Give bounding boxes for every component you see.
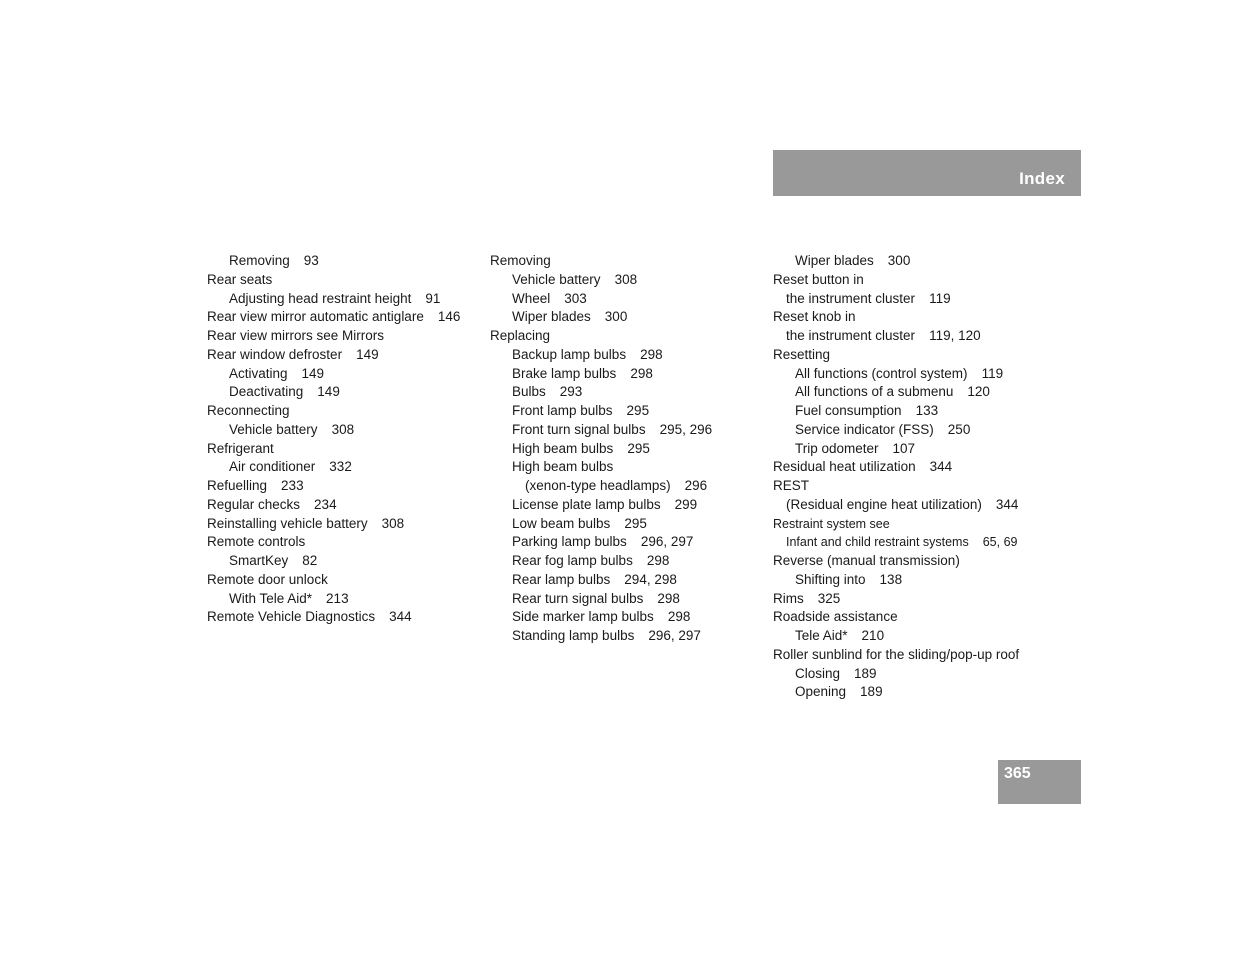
index-term: Rear view mirrors see Mirrors <box>207 328 385 343</box>
index-term: All functions (control system) <box>795 365 968 381</box>
index-page-ref[interactable]: 295, 296 <box>659 421 713 437</box>
index-page-ref[interactable]: 344 <box>929 459 953 475</box>
index-page-ref[interactable]: 189 <box>854 665 877 681</box>
index-term: Resetting <box>773 346 831 362</box>
index-entry <box>773 477 1043 496</box>
index-entry <box>207 290 477 309</box>
index-entry <box>490 290 760 309</box>
index-term: Air conditioner <box>229 459 316 475</box>
index-term: Service indicator (FSS) <box>795 421 934 437</box>
index-entry <box>773 365 1043 384</box>
index-page-ref[interactable]: 298 <box>657 590 680 606</box>
index-term: Rear seats <box>207 271 273 287</box>
index-term: High beam bulbs <box>512 459 614 475</box>
index-page-ref[interactable]: 293 <box>559 384 583 400</box>
index-page-ref[interactable]: 146 <box>437 309 461 325</box>
index-page-ref[interactable]: 308 <box>614 271 638 287</box>
index-term: Parking lamp bulbs <box>512 534 627 550</box>
index-entry <box>207 271 477 290</box>
index-term: the instrument cluster <box>786 328 916 343</box>
index-page-ref[interactable]: 133 <box>915 403 939 418</box>
index-term: Wiper blades <box>795 253 874 268</box>
index-term: Reinstalling vehicle battery <box>207 515 368 531</box>
index-term: Reset button in <box>773 271 864 287</box>
index-entry <box>773 346 1043 365</box>
index-column-3 <box>773 252 1043 702</box>
index-entry <box>773 533 1043 552</box>
index-page-ref[interactable]: 233 <box>281 478 304 493</box>
index-term: Standing lamp bulbs <box>512 628 635 643</box>
index-entry <box>490 515 760 534</box>
index-term: Remote Vehicle Diagnostics <box>207 609 376 625</box>
index-page-ref[interactable]: 107 <box>892 440 916 456</box>
index-term: Refuelling <box>207 478 268 493</box>
index-term: Adjusting head restraint height <box>229 290 412 306</box>
index-entry <box>207 308 477 327</box>
index-page-ref[interactable]: 119 <box>981 365 1004 381</box>
index-entry <box>773 327 1043 346</box>
index-term: Low beam bulbs <box>512 515 611 531</box>
index-term: Vehicle battery <box>229 421 318 437</box>
index-entry <box>207 365 477 384</box>
index-entry <box>773 552 1043 571</box>
index-entry <box>207 440 477 459</box>
index-entry <box>490 458 760 477</box>
index-entry <box>773 590 1043 609</box>
index-term: With Tele Aid* <box>229 590 313 606</box>
index-page-ref[interactable]: 65, 69 <box>982 535 1018 550</box>
index-entry <box>773 440 1043 459</box>
index-page-ref[interactable]: 119 <box>929 290 951 306</box>
index-term: Opening <box>795 684 847 700</box>
index-term: Roller sunblind for the sliding/pop-up roof <box>773 646 1020 662</box>
index-entry <box>207 608 477 627</box>
index-term: Rear fog lamp bulbs <box>512 553 633 568</box>
index-entry <box>490 421 760 440</box>
index-term: Side marker lamp bulbs <box>512 609 654 625</box>
index-term: Rims <box>773 590 804 606</box>
index-page-ref[interactable]: 300 <box>887 253 911 268</box>
index-term: Brake lamp bulbs <box>512 365 617 381</box>
index-term: Rear turn signal bulbs <box>512 590 644 606</box>
index-entry <box>207 252 477 271</box>
index-column-2 <box>490 252 760 646</box>
index-term: Front turn signal bulbs <box>512 421 646 437</box>
index-entry <box>207 346 477 365</box>
index-term: Removing <box>229 253 290 268</box>
index-entry <box>773 571 1043 590</box>
index-entry <box>207 552 477 571</box>
index-term: Wheel <box>512 290 551 306</box>
index-term: License plate lamp bulbs <box>512 496 661 512</box>
index-term: Refrigerant <box>207 440 274 456</box>
index-term: Trip odometer <box>795 440 879 456</box>
index-entry <box>773 421 1043 440</box>
index-term: the instrument cluster <box>786 290 916 306</box>
index-entry <box>490 533 760 552</box>
index-entry <box>490 477 760 496</box>
index-entry <box>773 252 1043 271</box>
index-entry <box>490 496 760 515</box>
index-term: Closing <box>795 665 841 681</box>
index-term: Vehicle battery <box>512 271 601 287</box>
index-entry <box>773 271 1043 290</box>
index-page-ref[interactable]: 298 <box>640 346 663 362</box>
index-term: Reconnecting <box>207 403 290 418</box>
index-entry <box>207 421 477 440</box>
index-page-ref[interactable]: 344 <box>389 609 412 625</box>
index-entry <box>490 571 760 590</box>
index-term: Shifting into <box>795 571 866 587</box>
index-term: (xenon-type headlamps) <box>525 478 671 493</box>
index-term: Deactivating <box>229 384 304 400</box>
index-term: Residual heat utilization <box>773 459 916 475</box>
index-entry <box>490 271 760 290</box>
index-page-ref[interactable]: 294, 298 <box>624 571 677 587</box>
index-entry <box>207 590 477 609</box>
index-entry <box>207 477 477 496</box>
index-page-ref[interactable]: 120 <box>967 384 990 400</box>
index-page-ref[interactable]: 119, 120 <box>929 328 981 343</box>
index-page-ref[interactable]: 91 <box>425 290 441 306</box>
index-entry <box>207 496 477 515</box>
index-page-ref[interactable]: 138 <box>879 571 903 587</box>
index-page-ref[interactable]: 298 <box>667 609 691 625</box>
index-entry <box>490 308 760 327</box>
index-term: Remote controls <box>207 534 306 550</box>
index-page-ref[interactable]: 325 <box>817 590 841 606</box>
index-entry <box>773 683 1043 702</box>
index-entry <box>207 571 477 590</box>
index-term: Reverse (manual transmission) <box>773 553 960 568</box>
index-term: Removing <box>490 253 551 268</box>
index-entry <box>490 346 760 365</box>
index-term: Regular checks <box>207 496 301 512</box>
index-term: Reset knob in <box>773 309 856 325</box>
index-page-ref[interactable]: 295 <box>626 403 650 418</box>
index-term: Replacing <box>490 328 551 343</box>
index-entry <box>207 402 477 421</box>
index-page-ref[interactable]: 250 <box>947 421 971 437</box>
index-entry <box>773 608 1043 627</box>
index-entry <box>207 533 477 552</box>
index-page-ref[interactable]: 298 <box>646 553 670 568</box>
index-page-ref[interactable]: 93 <box>303 253 319 268</box>
index-entry <box>490 590 760 609</box>
index-term: REST <box>773 478 810 493</box>
index-entry <box>773 496 1043 515</box>
index-term: SmartKey <box>229 553 289 568</box>
index-page-ref[interactable]: 82 <box>302 553 318 568</box>
index-title: Index <box>1019 169 1065 188</box>
index-page-ref[interactable]: 149 <box>356 346 379 362</box>
index-entry <box>207 383 477 402</box>
index-entry <box>773 627 1043 646</box>
index-page-ref[interactable]: 308 <box>331 421 355 437</box>
index-entry <box>490 440 760 459</box>
index-page-ref[interactable]: 295 <box>627 440 650 456</box>
index-entry <box>773 515 1043 534</box>
index-term: Rear view mirror automatic antiglare <box>207 309 424 325</box>
index-term: Remote door unlock <box>207 571 328 587</box>
index-column-1 <box>207 252 477 627</box>
index-entry <box>490 608 760 627</box>
index-page-ref[interactable]: 295 <box>624 515 647 531</box>
index-page-ref[interactable]: 332 <box>329 459 352 475</box>
index-term: Fuel consumption <box>795 403 902 418</box>
index-term: Rear lamp bulbs <box>512 571 611 587</box>
index-entry <box>490 552 760 571</box>
index-term: Front lamp bulbs <box>512 403 613 418</box>
index-entry <box>773 308 1043 327</box>
index-term: All functions of a submenu <box>795 384 954 400</box>
index-entry <box>490 365 760 384</box>
index-entry <box>773 383 1043 402</box>
index-page-ref[interactable]: 296, 297 <box>640 534 694 550</box>
index-entry <box>207 515 477 534</box>
index-entry <box>207 458 477 477</box>
page-number: 365 <box>1004 765 1031 782</box>
index-entry <box>490 252 760 271</box>
index-page-ref[interactable]: 210 <box>861 628 885 643</box>
index-page-ref[interactable]: 299 <box>674 496 698 512</box>
index-term: Backup lamp bulbs <box>512 346 627 362</box>
index-entry <box>207 327 477 346</box>
index-entry <box>490 383 760 402</box>
index-page-ref[interactable]: 308 <box>381 515 405 531</box>
index-entry <box>773 458 1043 477</box>
index-page-ref[interactable]: 296, 297 <box>648 628 701 643</box>
index-entry <box>490 627 760 646</box>
index-page-ref[interactable]: 149 <box>317 384 340 400</box>
index-term: Rear window defroster <box>207 346 343 362</box>
index-page-ref[interactable]: 149 <box>301 365 325 381</box>
index-page-ref[interactable]: 213 <box>326 590 349 606</box>
index-term: Wiper blades <box>512 309 591 325</box>
index-term: Infant and child restraint systems <box>786 535 969 550</box>
index-entry <box>773 290 1043 309</box>
index-page-ref[interactable]: 296 <box>684 478 708 493</box>
index-term: (Residual engine heat utilization) <box>786 496 982 512</box>
index-term: Tele Aid* <box>795 628 848 643</box>
index-term: Bulbs <box>512 384 546 400</box>
index-entry <box>773 646 1043 665</box>
page-number-badge <box>998 760 1081 804</box>
index-page-ref[interactable]: 344 <box>995 496 1019 512</box>
index-page-ref[interactable]: 234 <box>314 496 337 512</box>
index-entry <box>490 402 760 421</box>
index-entry <box>773 402 1043 421</box>
index-term: High beam bulbs <box>512 440 614 456</box>
index-page-ref[interactable]: 298 <box>630 365 653 381</box>
index-term: Roadside assistance <box>773 609 898 625</box>
index-page-ref[interactable]: 189 <box>860 684 883 700</box>
index-term: Restraint system see <box>773 516 890 531</box>
index-header-bar <box>773 150 1081 196</box>
index-entry <box>490 327 760 346</box>
index-entry <box>773 665 1043 684</box>
index-page-ref[interactable]: 300 <box>604 309 628 325</box>
index-page-ref[interactable]: 303 <box>564 290 587 306</box>
index-term: Activating <box>229 365 288 381</box>
